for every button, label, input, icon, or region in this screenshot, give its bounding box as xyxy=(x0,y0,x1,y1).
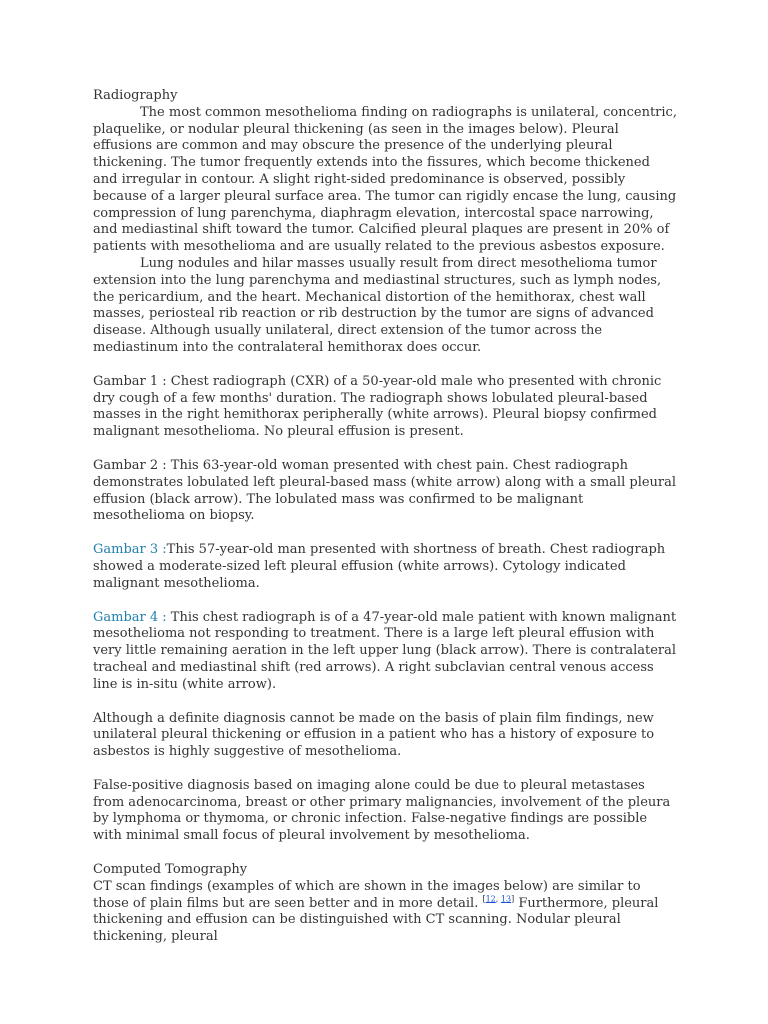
paragraph-diagnosis: Although a definite diagnosis cannot be made on the basis of plain film findings, new unilateral pleural thickening or effusion in a patient who has a history of exposure to asbestos is highly suggestive of mesothelioma. xyxy=(93,710,655,760)
figure-label-2: Gambar 2 : xyxy=(93,457,167,473)
figure-label-4: Gambar 4 : xyxy=(93,609,167,625)
paragraph-radiography-findings: The most common mesothelioma finding on radiographs is unilateral, concentric, plaquelike, or nodular pleural thickening (as seen in the images below). Pleural effusions are common and may obscure the presence of the underlying pleural thickening. The tumor frequently extends into the fissures, which become thickened and irregular in contour. A slight right-sided predominance is observed, possibly because of a larger pleural surface area. The tumor can rigidly encase the lung, causing compression of lung parenchyma, diaphragm elevation, intercostal space narrowing, and mediastinal shift toward the tumor. Calcified pleural plaques are present in 20% of patients with mesothelioma and are usually related to the previous asbestos exposure. xyxy=(93,104,677,255)
figure-caption-3 xyxy=(93,542,677,592)
figure-label-3: Gambar 3 : xyxy=(93,542,167,558)
figure-text-4: This chest radiograph is of a 47-year-old male patient with known malignant mesothelioma not responding to treatment. There is a large left pleural effusion with very little remaining aeration in the left upper lung (black arrow). There is contralateral tracheal and mediastinal shift (red arrows). A right subclavian central venous access line is in-situ (white arrow). xyxy=(93,609,677,692)
citation-link-13[interactable]: 13 xyxy=(500,894,512,904)
figure-text-1: Chest radiograph (CXR) of a 50-year-old male who presented with chronic dry cough of a few months' duration. The radiograph shows lobulated pleural-based masses in the right hemithorax peripherally (white arrows). Pleural biopsy confirmed malignant mesothelioma. No pleural effusion is present. xyxy=(93,373,662,440)
citation-refs: [12, 13] xyxy=(482,894,515,904)
figure-label-1: Gambar 1 : xyxy=(93,373,167,389)
figure-text-2: This 63-year-old woman presented with chest pain. Chest radiograph demonstrates lobulated left pleural-based mass (white arrow) along with a small pleural effusion (black arrow). The lobulated mass was confirmed to be malignant mesothelioma on biopsy. xyxy=(93,457,677,524)
ct-text-start: CT scan findings (examples of which are shown in the images below) are similar to those of plain films but are seen better and in more detail. xyxy=(93,878,641,911)
figure-caption-1 xyxy=(93,374,677,441)
ct-text-end: Furthermore, pleural thickening and effusion can be distinguished with CT scanning. Nodular pleural thickening, pleural xyxy=(93,895,659,945)
section-heading-ct: Computed Tomography xyxy=(93,862,248,878)
figure-caption-2 xyxy=(93,458,677,525)
figure-caption-4 xyxy=(93,610,677,694)
figure-text-3: This 57-year-old man presented with shortness of breath. Chest radiograph showed a moderate-sized left pleural effusion (white arrows). Cytology indicated malignant mesothelioma. xyxy=(93,542,666,591)
paragraph-false-positive: False-positive diagnosis based on imaging alone could be due to pleural metastases from adenocarcinoma, breast or other primary malignancies, involvement of the pleura by lymphoma or thymoma, or chronic infection. False-negative findings are possible with minimal small focus of pleural involvement by mesothelioma. xyxy=(93,777,671,844)
paragraph-lung-nodules: Lung nodules and hilar masses usually result from direct mesothelioma tumor extension into the lung parenchyma and mediastinal structures, such as lymph nodes, the pericardium, and the heart. Mechanical distortion of the hemithorax, chest wall masses, periosteal rib reaction or rib destruction by the tumor are signs of advanced disease. Although usually unilateral, direct extension of the tumor across the mediastinum into the contralateral hemithorax does occur. xyxy=(93,255,662,355)
paragraph-ct-findings xyxy=(93,879,677,946)
citation-link-12[interactable]: 12 xyxy=(485,894,496,904)
citation-separator: , xyxy=(495,894,501,904)
document-body xyxy=(93,88,677,946)
section-heading-radiography: Radiography xyxy=(93,88,178,103)
